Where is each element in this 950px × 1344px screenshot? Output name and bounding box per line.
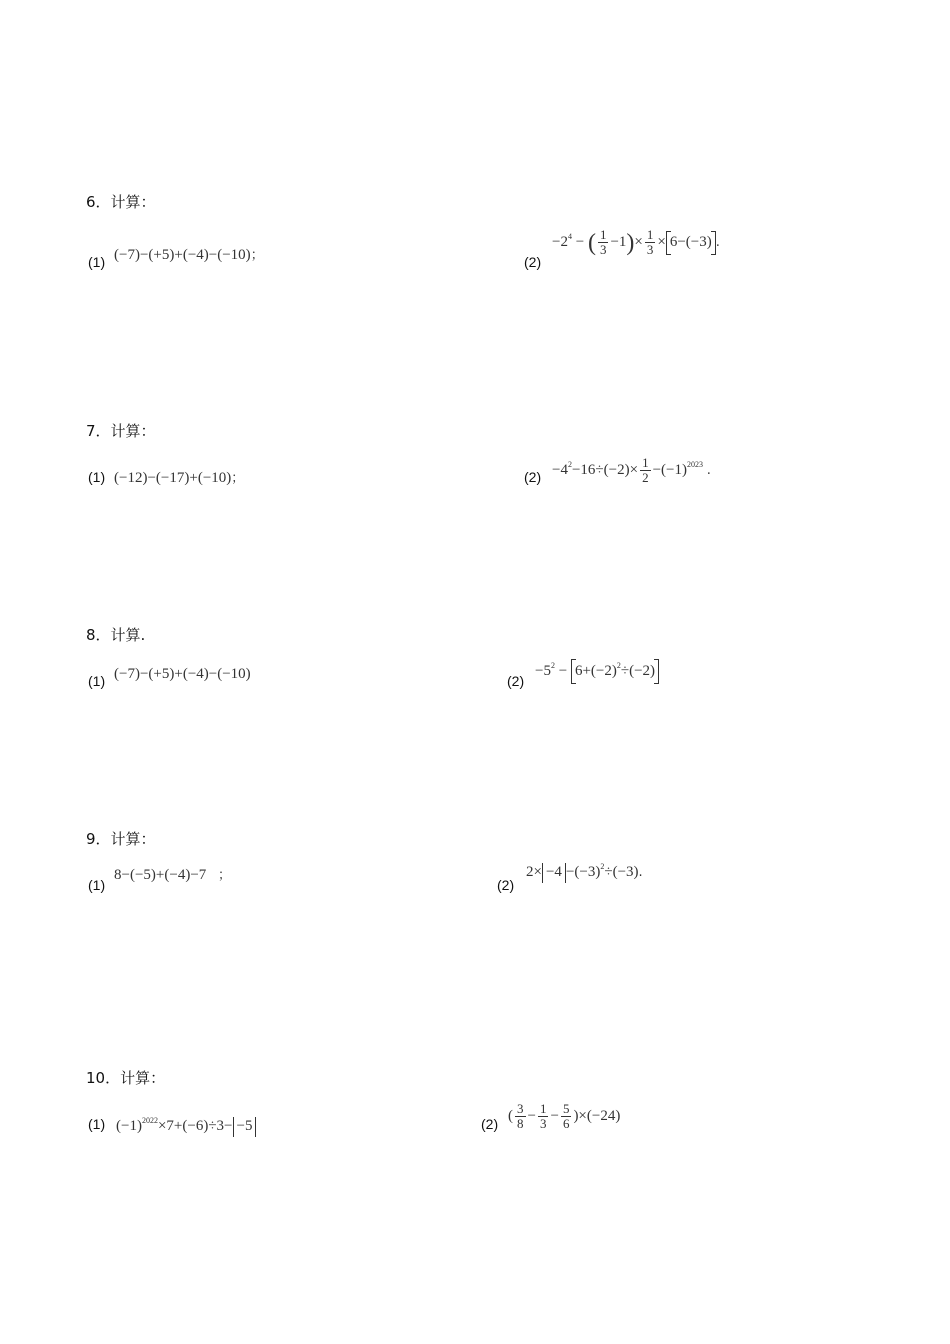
problem-7-part1-text: (−12)−(−17)+(−10) <box>114 470 232 486</box>
p7-f-den: 2 <box>642 470 649 486</box>
p10b-f3-den: 6 <box>562 1116 570 1132</box>
problem-8-title: 8．计算. <box>86 626 146 644</box>
p10b-op1: − <box>527 1108 536 1125</box>
problem-9-part1-expression <box>114 868 231 883</box>
problem-6-part2-expression <box>552 228 720 258</box>
p8-bracket-exp: 2 <box>616 661 621 670</box>
p7-fraction <box>640 456 651 486</box>
p9-tail: ÷(−3) <box>604 864 639 880</box>
problem-7-title: 7．计算： <box>86 422 156 440</box>
p9-abs: −4 <box>542 863 566 883</box>
problem-7-part2-label: (2) <box>524 469 542 485</box>
p8-mid: − <box>558 663 568 679</box>
p8-bracket-a: 6+(−2) <box>574 663 617 679</box>
p6-close-paren: ) <box>626 229 635 256</box>
problem-10-part2-expression <box>508 1102 620 1132</box>
p6-minus-one: −1 <box>610 234 627 251</box>
problem-8-part1-expression: (−7)−(+5)+(−4)−(−10) <box>114 666 251 682</box>
p6-pre: −2 <box>552 234 568 251</box>
p10b-fraction-3 <box>561 1102 572 1132</box>
problem-6-title: 6．计算： <box>86 193 156 211</box>
p10b-open: ( <box>508 1108 513 1125</box>
problem-6-part1-label: (1) <box>88 254 106 270</box>
problem-9-title: 9．计算： <box>86 830 156 848</box>
problem-7-part1-end: ； <box>231 471 245 486</box>
p10-pre-exp: 2022 <box>141 1116 158 1125</box>
p10b-f2-num: 1 <box>539 1101 547 1116</box>
p6-f2-num: 1 <box>646 227 654 242</box>
p6-f2-den: 3 <box>646 242 654 258</box>
p10-pre: (−1) <box>116 1118 142 1134</box>
p6-fraction-2 <box>645 228 656 258</box>
p9-end: . <box>638 865 643 880</box>
p8-bracket <box>571 659 659 684</box>
problem-6-part1-expression <box>114 248 264 263</box>
problem-8-part1-label: (1) <box>88 673 106 689</box>
p10b-f3-num: 5 <box>562 1101 570 1116</box>
problem-6-part1-end: ； <box>250 248 264 263</box>
p6-f1-num: 1 <box>599 227 607 242</box>
p7-pre: −4 <box>552 462 568 479</box>
p6-mid: − <box>575 234 585 251</box>
problem-10-part1-label: (1) <box>88 1116 106 1132</box>
p6-bracket: 6−(−3) <box>666 231 716 255</box>
p10b-f1-num: 3 <box>517 1101 524 1116</box>
problem-9-part2-label: (2) <box>497 877 515 893</box>
problem-10-part1-expression <box>116 1117 256 1137</box>
problem-9-part1-text: 8−(−5)+(−4)−7 <box>114 867 207 883</box>
p9-mid: −(−3) <box>565 864 601 880</box>
problem-10-title: 10．计算： <box>86 1069 166 1087</box>
p10b-op2: − <box>550 1108 559 1125</box>
p6-times-2: × <box>657 234 666 251</box>
p9-mid-exp: 2 <box>600 862 605 871</box>
p7-f-num: 1 <box>642 455 649 470</box>
p8-bracket-b: ÷(−2) <box>620 663 656 679</box>
p7-tail: −(−1) <box>652 462 687 479</box>
p7-end: . <box>706 463 711 479</box>
problem-10-part2-label: (2) <box>481 1116 499 1132</box>
problem-9-part2-expression <box>526 863 643 883</box>
p8-pre-exp: 2 <box>550 661 555 670</box>
problem-7-part1-label: (1) <box>88 469 106 485</box>
p10b-f1-den: 8 <box>517 1116 524 1132</box>
p10-abs: −5 <box>233 1117 257 1137</box>
problem-9-part1-label: (1) <box>88 877 106 893</box>
p7-pre-exp: 2 <box>567 460 572 470</box>
problem-7-part2-expression <box>552 456 711 486</box>
problem-6-part1-text: (−7)−(+5)+(−4)−(−10) <box>114 247 251 263</box>
p7-tail-exp: 2023 <box>687 460 703 470</box>
p10b-close: )×(−24) <box>573 1108 621 1125</box>
p6-times: × <box>634 234 643 251</box>
p10b-f2-den: 3 <box>539 1116 547 1132</box>
p6-pre-exp: 4 <box>567 232 572 242</box>
p6-end: . <box>715 235 720 251</box>
problem-7-part1-expression <box>114 471 244 486</box>
p10b-fraction-1 <box>515 1102 526 1132</box>
p7-mid: −16÷(−2)× <box>571 462 639 479</box>
p10b-fraction-2 <box>538 1102 549 1132</box>
problem-8-part2-label: (2) <box>507 673 525 689</box>
problem-9-part1-end: ； <box>218 868 232 883</box>
problem-8-part2-expression <box>535 659 659 684</box>
p10-mid: ×7+(−6)÷3− <box>157 1118 233 1134</box>
p6-fraction-1 <box>598 228 609 258</box>
p8-pre: −5 <box>535 663 551 679</box>
p9-pre: 2× <box>526 864 542 880</box>
problem-6-part2-label: (2) <box>524 254 542 270</box>
p6-open-paren: ( <box>587 229 596 256</box>
p6-f1-den: 3 <box>599 242 607 258</box>
